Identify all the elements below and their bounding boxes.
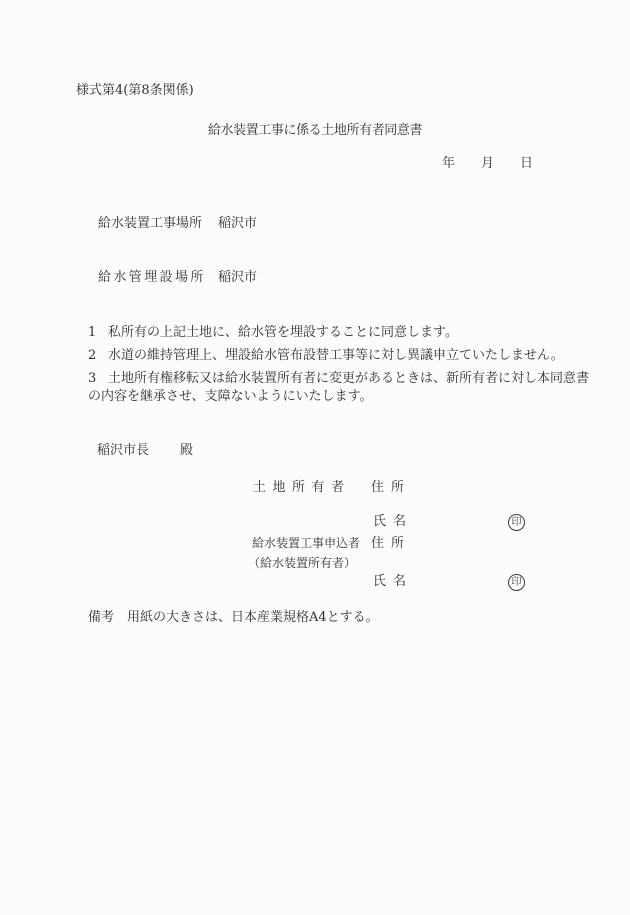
pipe-site-value: 稲沢市: [218, 270, 258, 285]
seal-mark-icon: [508, 514, 525, 531]
applicant-name-label: 氏名: [373, 574, 414, 589]
applicant-label: 給水装置工事申込者: [252, 536, 361, 550]
landowner-label: 土地所有者: [253, 480, 351, 495]
applicant-sub-label: （給水装置所有者）: [248, 556, 357, 570]
addressee-name: 稲沢市長: [97, 443, 150, 458]
term-item-3-continued: の内容を継承させ、支障ないようにいたします。: [88, 389, 373, 404]
term-item-1: [88, 326, 458, 339]
work-site-value: 稲沢市: [218, 216, 258, 231]
form-number: 様式第4(第8条関係): [76, 83, 194, 98]
landowner-address-label: 住所: [371, 480, 412, 495]
page-title: 給水装置工事に係る土地所有者同意書: [207, 123, 423, 138]
term-item-2: [88, 349, 564, 362]
applicant-address-label: 住所: [371, 536, 412, 551]
term-text: 土地所有権移転又は給水装置所有者に変更があるときは、新所有者に対し本同意書: [108, 371, 590, 386]
date-line: 年 月 日: [442, 156, 534, 171]
note-line: 備考 用紙の大きさは、日本産業規格A4とする。: [88, 610, 379, 625]
term-number: 3: [88, 371, 97, 386]
term-text: 私所有の上記土地に、給水管を埋設することに同意します。: [108, 325, 458, 340]
work-site-label: 給水装置工事場所: [98, 216, 203, 231]
seal-character: 印: [511, 516, 522, 528]
landowner-name-label: 氏名: [373, 514, 414, 529]
term-number: 1: [88, 325, 97, 340]
seal-character: 印: [511, 576, 522, 588]
term-number: 2: [88, 348, 97, 363]
addressee-honorific: 殿: [180, 443, 194, 458]
pipe-site-label: 給水管埋設場所: [98, 270, 206, 285]
term-text: 水道の維持管理上、埋設給水管布設替工事等に対し異議申立ていたしません。: [108, 348, 564, 363]
term-item-3: [88, 372, 589, 385]
seal-mark-icon: [508, 574, 525, 591]
